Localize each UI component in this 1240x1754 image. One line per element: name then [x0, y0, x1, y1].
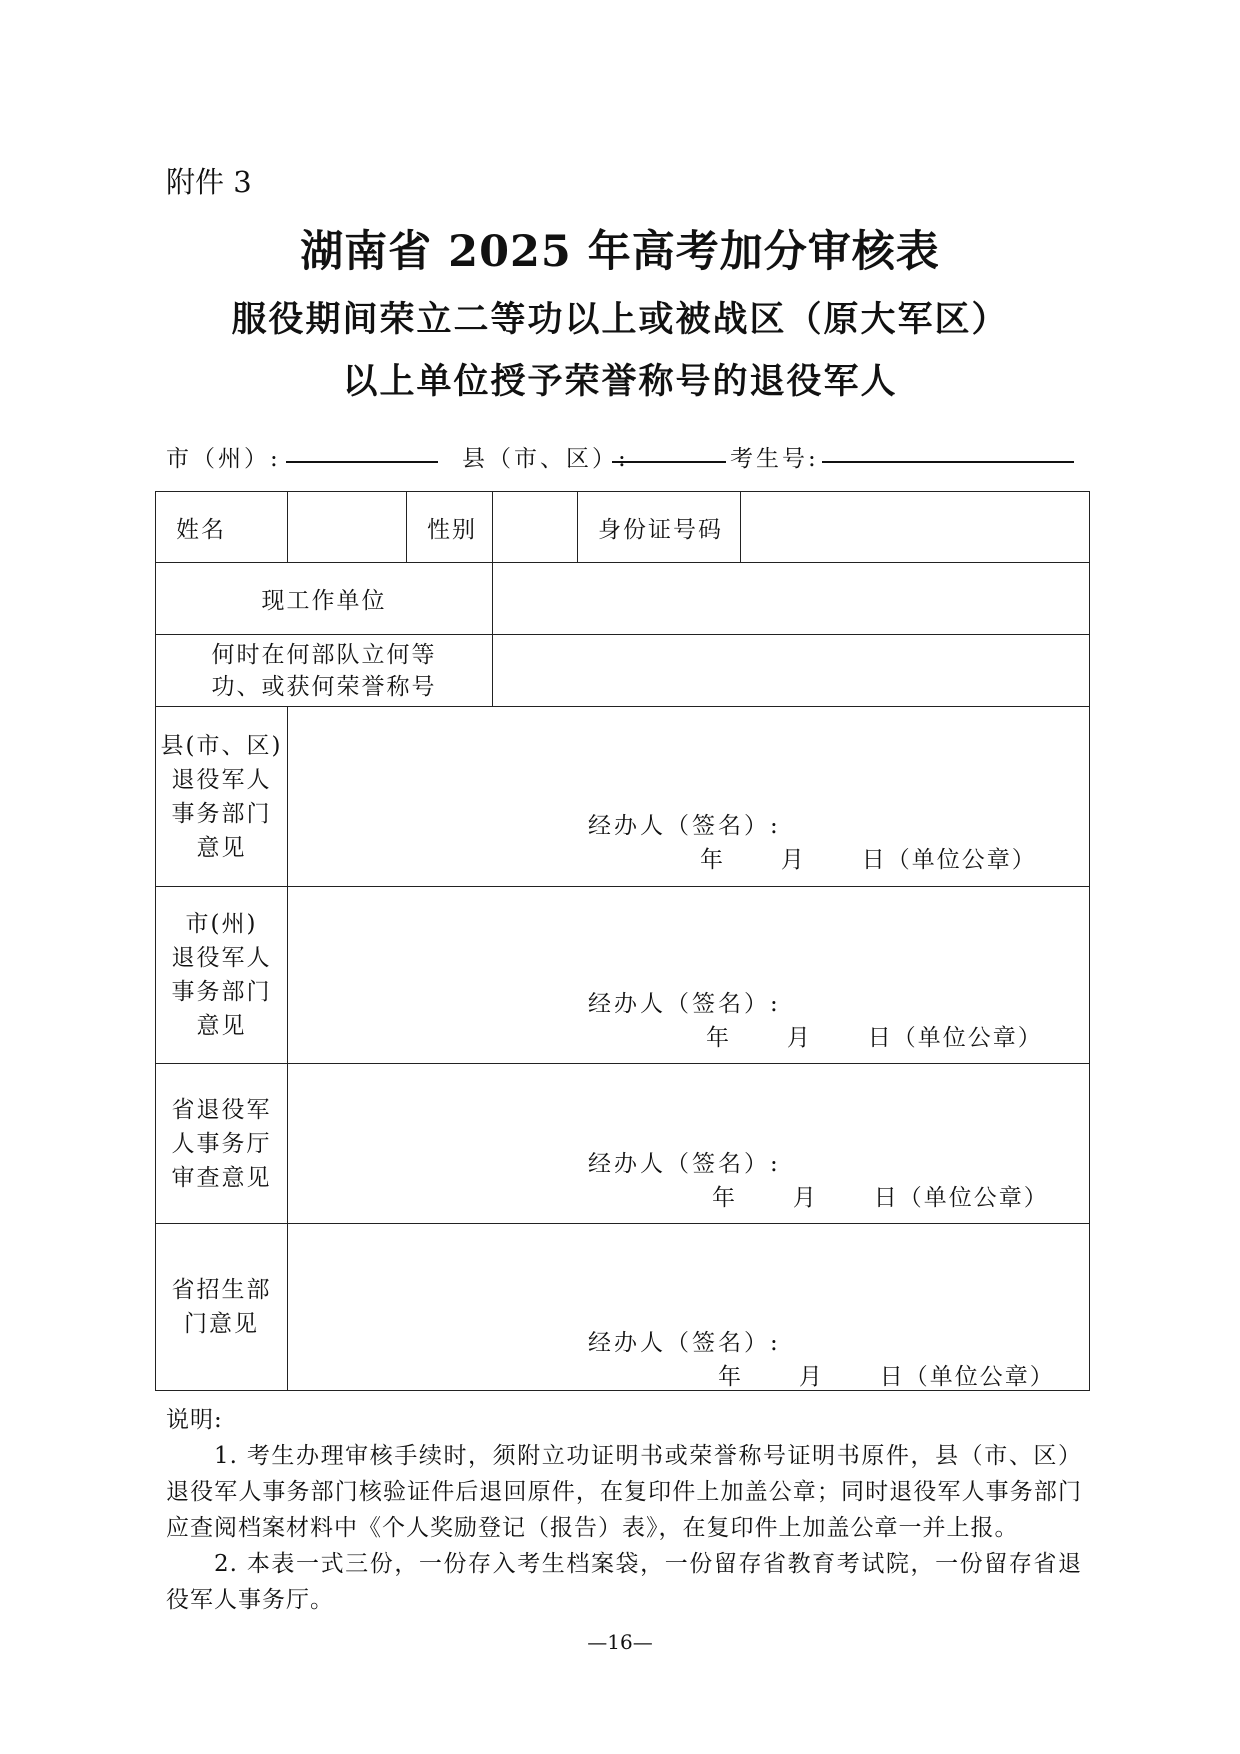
- merit-label: [156, 635, 493, 707]
- city-signer-label: 经办人（签名）:: [588, 991, 781, 1017]
- id-number-field[interactable]: [741, 492, 1090, 563]
- county-opinion-label: [156, 707, 288, 887]
- county-opinion-line: 意见: [196, 834, 247, 861]
- attachment-label: 附件 3: [166, 165, 252, 199]
- merit-label-line-1: 何时在何部队立何等: [211, 641, 437, 668]
- province-veteran-date-seal: 年 月 日（单位公章）: [712, 1185, 1049, 1211]
- admissions-signer-label: 经办人（签名）:: [588, 1330, 781, 1356]
- city-date-seal: 年 月 日（单位公章）: [706, 1025, 1043, 1051]
- form-subtitle-1: 服役期间荣立二等功以上或被战区（原大军区）: [231, 299, 1009, 340]
- merit-field[interactable]: [493, 635, 1090, 707]
- county-opinion-field[interactable]: [288, 707, 1090, 887]
- form-subtitle-2: 以上单位授予荣誉称号的退役军人: [342, 361, 898, 402]
- city-opinion-line: 意见: [196, 1013, 247, 1039]
- notes-section: [166, 1402, 1082, 1618]
- admissions-opinion-label: [156, 1224, 288, 1391]
- name-label: 姓名: [156, 492, 288, 563]
- admissions-opinion-field[interactable]: [288, 1224, 1090, 1391]
- form-title: 湖南省 2025 年高考加分审核表: [300, 227, 940, 277]
- city-opinion-field[interactable]: [288, 887, 1090, 1064]
- audit-form-table: [155, 491, 1090, 1391]
- city-opinion-line: 市(州): [185, 911, 258, 937]
- merit-label-line-2: 功、或获何荣誉称号: [211, 673, 437, 700]
- county-opinion-line: 退役军人: [171, 766, 272, 793]
- province-veteran-opinion-label: [156, 1064, 288, 1224]
- province-veteran-opinion-line: 审查意见: [171, 1164, 272, 1191]
- gender-label: 性别: [407, 492, 493, 563]
- county-label: 县（市、区）:: [462, 446, 629, 472]
- province-veteran-opinion-line: 省退役军: [171, 1096, 272, 1123]
- work-unit-field[interactable]: [493, 563, 1090, 635]
- province-veteran-opinion-line: 人事务厅: [171, 1130, 272, 1157]
- county-date-seal: 年 月 日（单位公章）: [700, 847, 1037, 873]
- city-opinion-line: 退役军人: [171, 945, 272, 971]
- notes-heading: 说明:: [166, 1407, 223, 1433]
- page-number: —16—: [587, 1630, 653, 1654]
- exam-no-field[interactable]: [822, 461, 1074, 463]
- county-signer-label: 经办人（签名）:: [588, 813, 781, 839]
- province-veteran-opinion-field[interactable]: [288, 1064, 1090, 1224]
- admissions-opinion-line: 门意见: [184, 1311, 259, 1337]
- county-opinion-line: 县(市、区): [160, 732, 283, 759]
- city-field[interactable]: [286, 461, 438, 463]
- province-veteran-signer-label: 经办人（签名）:: [588, 1151, 781, 1177]
- note-item-1: 1. 考生办理审核手续时，须附立功证明书或荣誉称号证明书原件，县（市、区）退役军人事务部门核验证件后退回原件，在复印件上加盖公章；同时退役军人事务部门应查阅档案材料中《个人奖励登记（报告）表》，在复印件上加盖公章一并上报。: [166, 1443, 1082, 1541]
- city-label: 市（州）:: [166, 446, 281, 472]
- city-opinion-label: [156, 887, 288, 1064]
- exam-no-label: 考生号:: [730, 446, 819, 472]
- gender-field[interactable]: [493, 492, 578, 563]
- admissions-opinion-line: 省招生部: [171, 1277, 272, 1303]
- admissions-date-seal: 年 月 日（单位公章）: [718, 1364, 1055, 1390]
- note-item-2: 2. 本表一式三份，一份存入考生档案袋，一份留存省教育考试院，一份留存省退役军人事务厅。: [166, 1551, 1082, 1613]
- id-number-label: 身份证号码: [578, 492, 741, 563]
- county-field[interactable]: [612, 461, 726, 463]
- city-opinion-line: 事务部门: [171, 979, 272, 1005]
- work-unit-label: 现工作单位: [156, 563, 493, 635]
- county-opinion-line: 事务部门: [171, 800, 272, 827]
- name-field[interactable]: [288, 492, 407, 563]
